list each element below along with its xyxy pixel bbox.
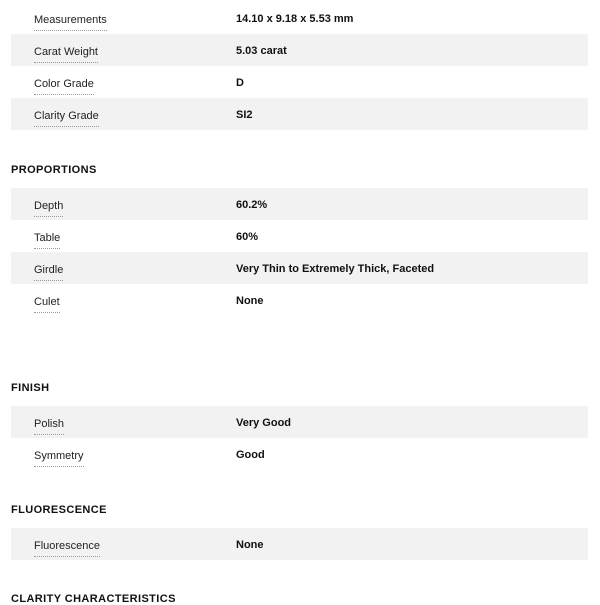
proportions-table <box>11 188 588 316</box>
row-label[interactable]: Clarity Grade <box>34 110 99 127</box>
row-value: Very Thin to Extremely Thick, Faceted <box>236 263 435 275</box>
section-title-proportions: PROPORTIONS <box>11 164 97 176</box>
table-row <box>11 34 588 66</box>
row-label[interactable]: Girdle <box>34 264 63 281</box>
row-value: 14.10 x 9.18 x 5.53 mm <box>236 13 354 25</box>
table-row <box>11 66 588 98</box>
table-row <box>11 188 588 220</box>
table-row <box>11 2 588 34</box>
row-label[interactable]: Measurements <box>34 14 107 31</box>
row-value: Very Good <box>236 417 292 429</box>
finish-table <box>11 406 588 470</box>
section-title-fluorescence: FLUORESCENCE <box>11 504 107 516</box>
section-title-finish: FINISH <box>11 382 50 394</box>
row-value: 5.03 carat <box>236 45 287 57</box>
row-label[interactable]: Color Grade <box>34 78 94 95</box>
row-value: None <box>236 539 264 551</box>
row-label[interactable]: Culet <box>34 296 60 313</box>
row-value: 60% <box>236 231 259 243</box>
row-value: SI2 <box>236 109 253 121</box>
row-value: D <box>236 77 244 89</box>
row-label[interactable]: Polish <box>34 418 64 435</box>
grading-summary-table <box>11 2 588 130</box>
table-row <box>11 220 588 252</box>
table-row <box>11 98 588 130</box>
table-row <box>11 406 588 438</box>
row-label[interactable]: Carat Weight <box>34 46 98 63</box>
row-label[interactable]: Symmetry <box>34 450 84 467</box>
row-value: None <box>236 295 264 307</box>
row-label[interactable]: Depth <box>34 200 63 217</box>
table-row <box>11 284 588 316</box>
fluorescence-table <box>11 528 588 560</box>
row-value: 60.2% <box>236 199 268 211</box>
table-row <box>11 438 588 470</box>
section-title-clarity-characteristics: CLARITY CHARACTERISTICS <box>11 593 176 605</box>
row-label[interactable]: Fluorescence <box>34 540 100 557</box>
table-row <box>11 252 588 284</box>
table-row <box>11 528 588 560</box>
row-label[interactable]: Table <box>34 232 60 249</box>
row-value: Good <box>236 449 265 461</box>
